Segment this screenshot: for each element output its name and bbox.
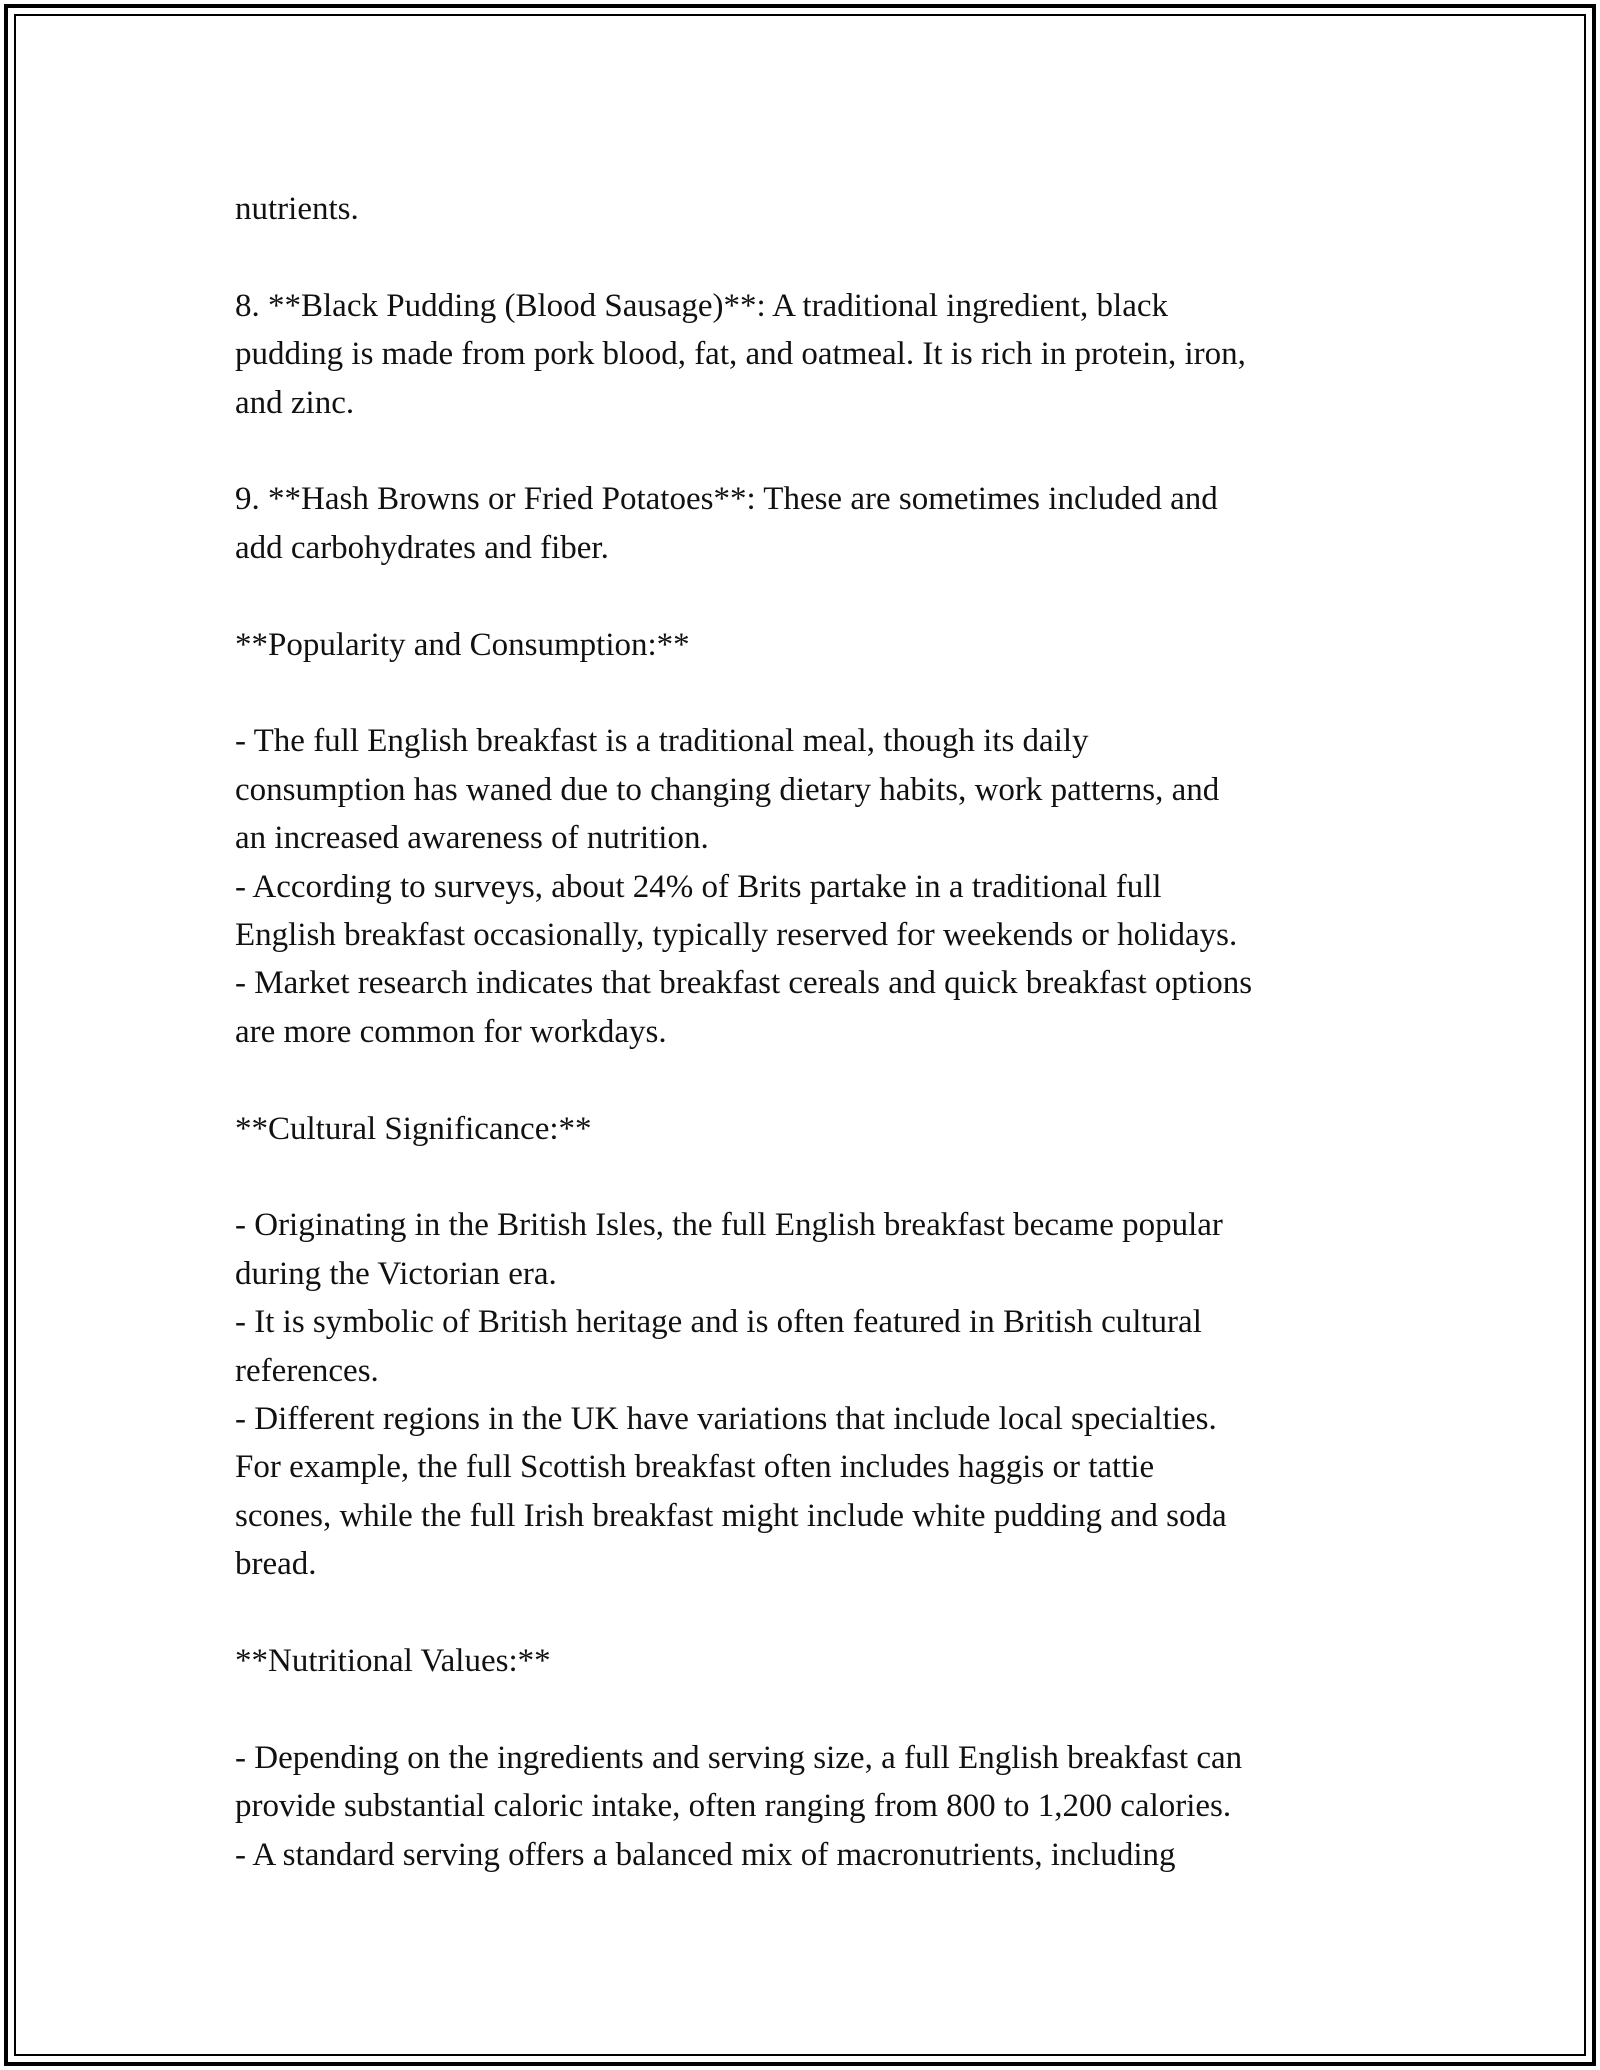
text-line: **Nutritional Values:** bbox=[235, 1643, 551, 1680]
text-line: - Depending on the ingredients and serving size, a full English breakfast can bbox=[235, 1739, 1243, 1776]
text-line: pudding is made from pork blood, fat, and oatmeal. It is rich in protein, iron, bbox=[235, 336, 1246, 373]
document-body bbox=[235, 185, 1395, 1879]
text-line: provide substantial caloric intake, often ranging from 800 to 1,200 calories. bbox=[235, 1788, 1232, 1825]
text-line: - Different regions in the UK have variations that include local specialties. bbox=[235, 1401, 1217, 1438]
text-line: bread. bbox=[235, 1546, 317, 1583]
text-line: English breakfast occasionally, typically reserved for weekends or holidays. bbox=[235, 917, 1238, 954]
text-line: 8. **Black Pudding (Blood Sausage)**: A traditional ingredient, black bbox=[235, 287, 1169, 324]
text-line: For example, the full Scottish breakfast often includes haggis or tattie bbox=[235, 1449, 1155, 1486]
paragraph bbox=[235, 621, 1395, 669]
paragraph bbox=[235, 475, 1395, 572]
text-line: add carbohydrates and fiber. bbox=[235, 529, 609, 566]
paragraph bbox=[235, 1201, 1395, 1588]
paragraph bbox=[235, 282, 1395, 427]
paragraph bbox=[235, 717, 1395, 1056]
text-line: references. bbox=[235, 1352, 379, 1389]
text-line: scones, while the full Irish breakfast might include white pudding and soda bbox=[235, 1497, 1227, 1534]
text-line: an increased awareness of nutrition. bbox=[235, 820, 709, 857]
text-line: 9. **Hash Browns or Fried Potatoes**: These are sometimes included and bbox=[235, 481, 1218, 518]
text-line: during the Victorian era. bbox=[235, 1255, 557, 1292]
text-line: - Market research indicates that breakfast cereals and quick breakfast options bbox=[235, 965, 1253, 1002]
paragraph bbox=[235, 185, 1395, 233]
paragraph bbox=[235, 1105, 1395, 1153]
text-line: consumption has waned due to changing dietary habits, work patterns, and bbox=[235, 771, 1220, 808]
text-line: nutrients. bbox=[235, 191, 359, 227]
text-line: - It is symbolic of British heritage and is often featured in British cultural bbox=[235, 1304, 1202, 1341]
text-line: - The full English breakfast is a traditional meal, though its daily bbox=[235, 723, 1089, 760]
paragraph bbox=[235, 1637, 1395, 1685]
text-line: and zinc. bbox=[235, 384, 355, 421]
text-line: - Originating in the British Isles, the full English breakfast became popular bbox=[235, 1207, 1223, 1244]
text-line: are more common for workdays. bbox=[235, 1013, 667, 1050]
paragraph bbox=[235, 1734, 1395, 1879]
text-line: - According to surveys, about 24% of Brits partake in a traditional full bbox=[235, 868, 1162, 905]
text-line: - A standard serving offers a balanced mix of macronutrients, including bbox=[235, 1836, 1176, 1873]
text-line: **Popularity and Consumption:** bbox=[235, 626, 690, 663]
text-line: **Cultural Significance:** bbox=[235, 1110, 592, 1147]
